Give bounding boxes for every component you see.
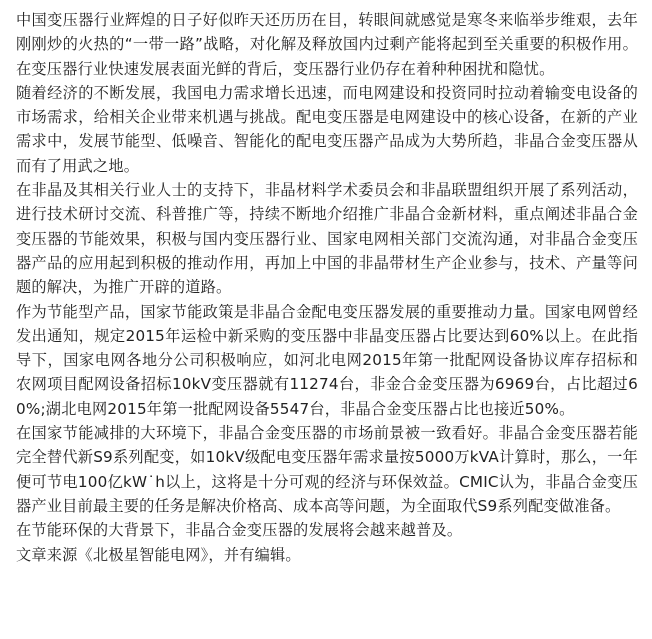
article-body	[16, 8, 638, 567]
paragraph-industry-support: 在非晶及其相关行业人士的支持下，非晶材料学术委员会和非晶联盟组织开展了系列活动，进行技术研讨交流、科普推广等，持续不断地介绍推广非晶合金新材料，重点阐述非晶合金变压器的节能效果，积极与国内变压器行业、国家电网相关部门交流沟通，对非晶合金变压器产品的应用起到积极的推动作用，再加上中国的非晶带材生产企业参与，技术、产量等问题的解决，为推广开辟的道路。	[16, 181, 638, 297]
paragraph-market-outlook: 在国家节能减排的大环境下，非晶合金变压器的市场前景被一致看好。非晶合金变压器若能完全替代新S9系列配变，如10kV级配电变压器年需求量按5000万kVA计算时，那么，一年便可节电100亿kW˙h以上，这将是十分可观的经济与环保效益。CMIC认为，非晶合金变压器产业目前最主要的任务是解决价格高、成本高等问题，为全面取代S9系列配变做准备。	[16, 424, 638, 515]
paragraph-energy-policy: 作为节能型产品，国家节能政策是非晶合金配电变压器发展的重要推动力量。国家电网曾经发出通知，规定2015年运检中新采购的变压器中非晶变压器占比要达到60%以上。在此指导下，国家电网各地分公司积极响应，如河北电网2015年第一批配网设备协议库存招标和农网项目配网设备招标10kV变压器就有11274台，非金合金变压器为6969台，占比超过60%;湖北电网2015年第一批配网设备5547台，非晶合金变压器占比也接近50%。	[16, 302, 638, 418]
paragraph-source: 文章来源《北极星智能电网》，并有编辑。	[16, 545, 301, 564]
paragraph-conclusion: 在节能环保的大背景下，非晶合金变压器的发展将会越来越普及。	[16, 521, 463, 540]
paragraph-industry-overview: 中国变压器行业辉煌的日子好似昨天还历历在目，转眼间就感觉是寒冬来临举步维艰，去年刚刚炒的火热的“一带一路”战略，对化解及释放国内过剩产能将起到至关重要的积极作用。在变压器行业快速发展表面光鲜的背后，变压器行业仍存在着种种困扰和隐忧。	[16, 11, 638, 78]
paragraph-market-demand: 随着经济的不断发展，我国电力需求增长迅速，而电网建设和投资同时拉动着输变电设备的市场需求，给相关企业带来机遇与挑战。配电变压器是电网建设中的核心设备，在新的产业需求中，发展节能型、低噪音、智能化的配电变压器产品成为大势所趋，非晶合金变压器从而有了用武之地。	[16, 83, 638, 175]
